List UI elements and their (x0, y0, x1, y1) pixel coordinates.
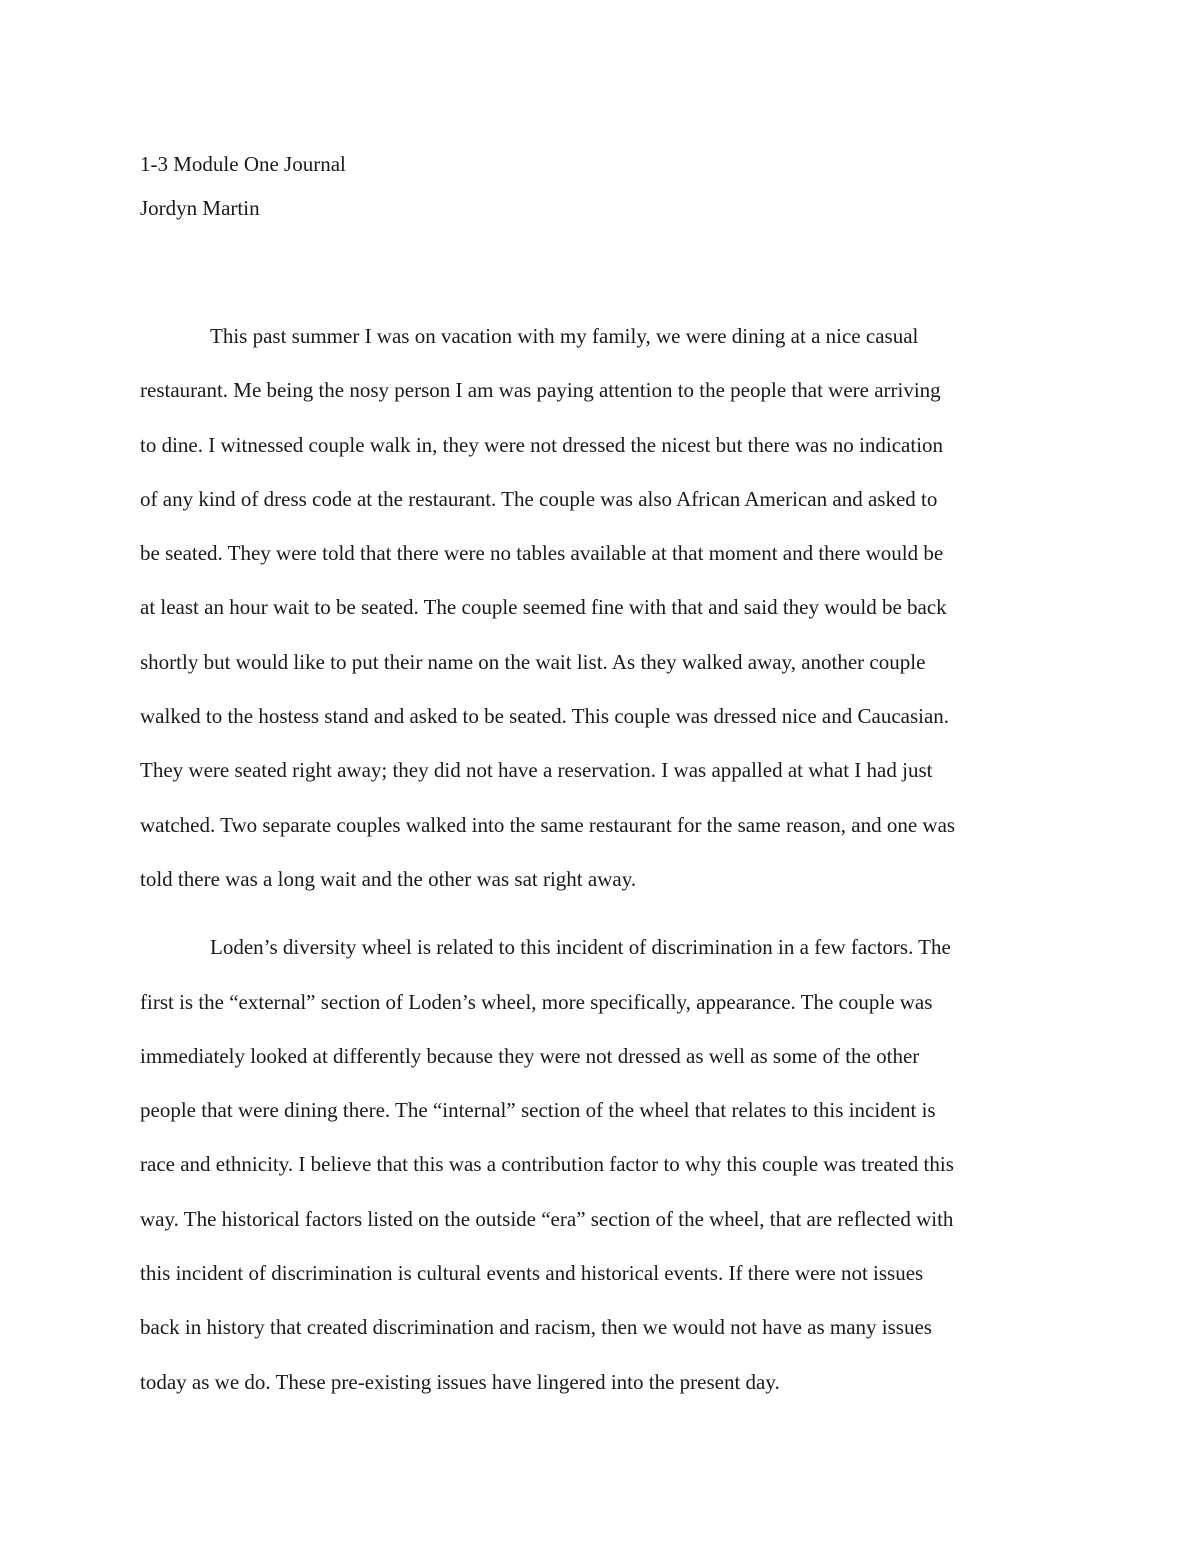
paragraph-2 (140, 920, 1058, 1409)
paragraph-line: way. The historical factors listed on the outside “era” section of the wheel, that are reflected with (140, 1206, 954, 1231)
paragraph-line: This past summer I was on vacation with my family, we were dining at a nice casual (210, 324, 919, 348)
paragraph-line: people that were dining there. The “internal” section of the wheel that relates to this incident is (140, 1098, 936, 1123)
paragraph-line: restaurant. Me being the nosy person I am was paying attention to the people that were arriving (140, 378, 941, 403)
paragraph-spacer (140, 906, 1058, 920)
paragraph-line: at least an hour wait to be seated. The couple seemed fine with that and said they would be back (140, 595, 947, 620)
paragraph-line: this incident of discrimination is cultural events and historical events. If there were not issues (140, 1261, 924, 1286)
paragraph-1 (140, 309, 1058, 906)
paragraph-line: shortly but would like to put their name on the wait list. As they walked away, another couple (140, 649, 926, 674)
paragraph-line: told there was a long wait and the other was sat right away. (140, 866, 637, 891)
document-header (140, 142, 1060, 230)
author-name: Jordyn Martin (140, 196, 260, 220)
paragraph-line: to dine. I witnessed couple walk in, they were not dressed the nicest but there was no indication (140, 432, 944, 457)
paragraph-line: Loden’s diversity wheel is related to this incident of discrimination in a few factors. The (210, 935, 951, 960)
document-body (140, 309, 1058, 1409)
paragraph-line: today as we do. These pre-existing issues have lingered into the present day. (140, 1369, 780, 1394)
paragraph-line: of any kind of dress code at the restaurant. The couple was also African American and asked to (140, 486, 938, 511)
paragraph-line: back in history that created discrimination and racism, then we would not have as many issues (140, 1315, 932, 1340)
paragraph-line: first is the “external” section of Loden’s wheel, more specifically, appearance. The couple was (140, 989, 933, 1014)
paragraph-line: watched. Two separate couples walked into the same restaurant for the same reason, and one was (140, 812, 956, 837)
document-title: 1-3 Module One Journal (140, 152, 346, 176)
paragraph-line: They were seated right away; they did not have a reservation. I was appalled at what I had just (140, 758, 933, 783)
paragraph-line: be seated. They were told that there were no tables available at that moment and there would be (140, 541, 944, 566)
paragraph-line: immediately looked at differently because they were not dressed as well as some of the other (140, 1043, 920, 1068)
paragraph-line: race and ethnicity. I believe that this was a contribution factor to why this couple was treated this (140, 1152, 954, 1177)
paragraph-line: walked to the hostess stand and asked to be seated. This couple was dressed nice and Caucasian. (140, 704, 950, 729)
